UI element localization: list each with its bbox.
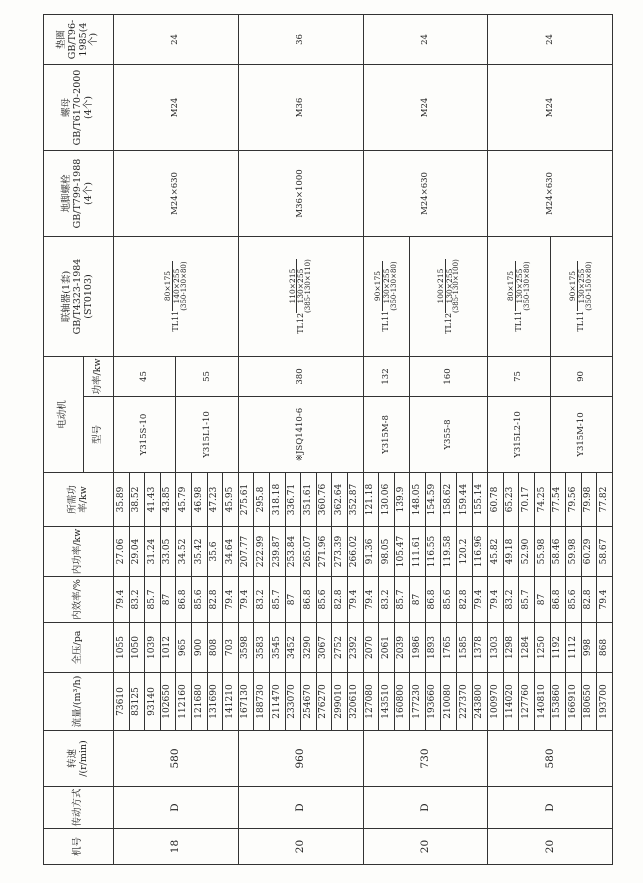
cell-flow: 140810 [535, 673, 551, 731]
cell-efficiency: 79.4 [488, 577, 504, 623]
cell-efficiency: 85.6 [441, 577, 457, 623]
cell-efficiency: 79.4 [114, 577, 130, 623]
cell-required-power: 60.78 [488, 473, 504, 527]
cell-required-power: 139.9 [394, 473, 410, 527]
cell-motor-power: 132 [363, 356, 410, 396]
coupling-top: 100×215 [437, 259, 446, 313]
coupling-code: (350-150×80) [585, 261, 594, 311]
coupling-code: (350-130×80) [179, 261, 188, 311]
cell-internal-power: 58.67 [597, 527, 613, 577]
cell-flow: 114020 [503, 673, 519, 731]
cell-required-power: 77.54 [550, 473, 566, 527]
cell-efficiency: 87 [410, 577, 426, 623]
cell-coupling [238, 236, 363, 356]
cell-flow: 177230 [410, 673, 426, 731]
coupling-bottom: 130×255 [382, 268, 392, 304]
cell-required-power: 43.85 [160, 473, 176, 527]
cell-motor-type: ※JSQ1410-6 [238, 397, 363, 473]
cell-flow: 254670 [301, 673, 317, 731]
cell-pressure: 1250 [535, 623, 551, 673]
coupling-top: 110×215 [289, 259, 298, 313]
header-model: 机号 [44, 829, 114, 865]
cell-efficiency: 79.4 [472, 577, 488, 623]
cell-flow: 188730 [254, 673, 270, 731]
cell-speed: 580 [114, 731, 239, 787]
cell-bolt: M24×630 [488, 150, 613, 236]
coupling-spec [374, 261, 398, 310]
coupling-top: 90×175 [374, 261, 383, 310]
cell-flow: 180650 [581, 673, 597, 731]
cell-internal-power: 55.98 [535, 527, 551, 577]
cell-internal-power: 119.58 [441, 527, 457, 577]
cell-required-power: 74.25 [535, 473, 551, 527]
cell-pressure: 2070 [363, 623, 379, 673]
coupling-prefix: TL12 [443, 312, 453, 334]
cell-required-power: 336.71 [285, 473, 301, 527]
cell-internal-power: 34.64 [223, 527, 239, 577]
cell-pressure: 1112 [566, 623, 582, 673]
rotated-table-wrapper [43, 15, 613, 865]
cell-pressure: 1012 [160, 623, 176, 673]
cell-coupling [410, 236, 488, 356]
cell-flow: 167130 [238, 673, 254, 731]
cell-pressure: 2752 [332, 623, 348, 673]
cell-pressure: 2061 [379, 623, 395, 673]
header-bolt: 地脚螺栓 GB/T799-1988 (4个) [44, 150, 114, 236]
cell-internal-power: 271.96 [316, 527, 332, 577]
cell-efficiency: 85.7 [394, 577, 410, 623]
cell-flow: 143510 [379, 673, 395, 731]
coupling-code: (350-130×80) [390, 261, 399, 311]
cell-speed: 580 [488, 731, 613, 787]
header-motor-power: 功率/kw [84, 356, 114, 396]
cell-pressure: 965 [176, 623, 192, 673]
coupling-code: (385-130×100) [452, 259, 461, 313]
cell-bolt: M24×630 [114, 150, 239, 236]
coupling-spec [569, 261, 593, 310]
cell-washer: 24 [114, 14, 239, 64]
cell-pressure: 2392 [347, 623, 363, 673]
table-body [114, 14, 613, 864]
cell-pressure: 1986 [410, 623, 426, 673]
cell-internal-power: 45.82 [488, 527, 504, 577]
cell-motor-type: Y315M-8 [363, 397, 410, 473]
cell-internal-power: 266.02 [347, 527, 363, 577]
cell-required-power: 121.18 [363, 473, 379, 527]
cell-internal-power: 31.24 [145, 527, 161, 577]
cell-required-power: 154.59 [425, 473, 441, 527]
cell-internal-power: 49.18 [503, 527, 519, 577]
cell-drive: D [114, 787, 239, 829]
cell-model: 20 [238, 829, 363, 865]
cell-motor-power: 75 [488, 356, 550, 396]
cell-pressure: 703 [223, 623, 239, 673]
cell-required-power: 46.98 [191, 473, 207, 527]
cell-efficiency: 86.8 [550, 577, 566, 623]
cell-internal-power: 29.04 [129, 527, 145, 577]
coupling-code: (350-130×80) [522, 261, 531, 311]
cell-efficiency: 87 [285, 577, 301, 623]
cell-flow: 193700 [597, 673, 613, 731]
cell-flow: 153860 [550, 673, 566, 731]
table-row [363, 14, 379, 864]
cell-speed: 730 [363, 731, 488, 787]
cell-efficiency: 82.8 [207, 577, 223, 623]
cell-flow: 227370 [457, 673, 473, 731]
cell-efficiency: 85.7 [145, 577, 161, 623]
cell-flow: 233070 [285, 673, 301, 731]
cell-required-power: 35.89 [114, 473, 130, 527]
cell-washer: 36 [238, 14, 363, 64]
cell-required-power: 318.18 [269, 473, 285, 527]
cell-coupling [114, 236, 239, 356]
cell-coupling [363, 236, 410, 356]
cell-efficiency: 85.7 [269, 577, 285, 623]
table-row [488, 14, 504, 864]
cell-flow: 100970 [488, 673, 504, 731]
header-nut: 螺母 GB/T6170-2000 (4个) [44, 64, 114, 150]
cell-efficiency: 79.4 [238, 577, 254, 623]
cell-required-power: 295.8 [254, 473, 270, 527]
cell-motor-type: Y315S-10 [114, 397, 176, 473]
cell-required-power: 45.95 [223, 473, 239, 527]
cell-efficiency: 83.2 [503, 577, 519, 623]
cell-washer: 24 [488, 14, 613, 64]
cell-internal-power: 52.90 [519, 527, 535, 577]
cell-internal-power: 222.99 [254, 527, 270, 577]
cell-pressure: 3598 [238, 623, 254, 673]
cell-drive: D [488, 787, 613, 829]
coupling-top: 80×175 [164, 261, 173, 310]
cell-required-power: 45.79 [176, 473, 192, 527]
cell-internal-power: 35.6 [207, 527, 223, 577]
cell-required-power: 352.87 [347, 473, 363, 527]
cell-flow: 141210 [223, 673, 239, 731]
cell-motor-type: Y315M-10 [550, 397, 612, 473]
cell-speed: 960 [238, 731, 363, 787]
cell-flow: 166910 [566, 673, 582, 731]
cell-pressure: 1039 [145, 623, 161, 673]
cell-internal-power: 273.39 [332, 527, 348, 577]
cell-model: 20 [488, 829, 613, 865]
cell-required-power: 41.43 [145, 473, 161, 527]
cell-flow: 211470 [269, 673, 285, 731]
cell-pressure: 1303 [488, 623, 504, 673]
cell-efficiency: 86.8 [301, 577, 317, 623]
cell-internal-power: 253.84 [285, 527, 301, 577]
cell-efficiency: 85.6 [566, 577, 582, 623]
cell-pressure: 868 [597, 623, 613, 673]
cell-required-power: 47.23 [207, 473, 223, 527]
cell-internal-power: 120.2 [457, 527, 473, 577]
header-internal-power: 内功率/kw [44, 527, 114, 577]
cell-internal-power: 98.05 [379, 527, 395, 577]
cell-efficiency: 82.8 [581, 577, 597, 623]
coupling-spec [507, 261, 531, 310]
cell-bolt: M36×1000 [238, 150, 363, 236]
cell-internal-power: 116.55 [425, 527, 441, 577]
cell-pressure: 1055 [114, 623, 130, 673]
cell-required-power: 148.05 [410, 473, 426, 527]
cell-required-power: 362.64 [332, 473, 348, 527]
coupling-prefix: TL11 [381, 310, 391, 332]
cell-efficiency: 83.2 [254, 577, 270, 623]
cell-required-power: 158.62 [441, 473, 457, 527]
cell-flow: 243800 [472, 673, 488, 731]
cell-internal-power: 111.61 [410, 527, 426, 577]
cell-nut: M24 [363, 64, 488, 150]
cell-efficiency: 85.7 [519, 577, 535, 623]
cell-pressure: 900 [191, 623, 207, 673]
header-flow: 流量/(m³/h) [44, 673, 114, 731]
coupling-code: (385-130×110) [304, 259, 313, 313]
cell-pressure: 2039 [394, 623, 410, 673]
header-washer: 垫圈 GB/T96- 1985(4个) [44, 14, 114, 64]
cell-pressure: 1765 [441, 623, 457, 673]
cell-model: 18 [114, 829, 239, 865]
fan-performance-table [43, 14, 613, 865]
cell-internal-power: 105.47 [394, 527, 410, 577]
cell-pressure: 998 [581, 623, 597, 673]
cell-motor-type: Y315L1-10 [176, 397, 238, 473]
header-row-1 [44, 14, 84, 864]
cell-washer: 24 [363, 14, 488, 64]
cell-internal-power: 239.87 [269, 527, 285, 577]
cell-nut: M24 [488, 64, 613, 150]
coupling-bottom: 140×255 [171, 268, 181, 304]
cell-flow: 299010 [332, 673, 348, 731]
header-drive: 传动方式 [44, 787, 114, 829]
cell-pressure: 1378 [472, 623, 488, 673]
cell-nut: M36 [238, 64, 363, 150]
cell-flow: 121680 [191, 673, 207, 731]
cell-efficiency: 85.6 [191, 577, 207, 623]
cell-internal-power: 33.05 [160, 527, 176, 577]
cell-pressure: 1050 [129, 623, 145, 673]
table-row [238, 14, 254, 864]
cell-required-power: 155.14 [472, 473, 488, 527]
cell-internal-power: 35.42 [191, 527, 207, 577]
cell-pressure: 3067 [316, 623, 332, 673]
cell-efficiency: 85.6 [316, 577, 332, 623]
cell-motor-power: 55 [176, 356, 238, 396]
cell-required-power: 79.56 [566, 473, 582, 527]
coupling-spec [164, 261, 188, 310]
cell-pressure: 3583 [254, 623, 270, 673]
cell-flow: 127760 [519, 673, 535, 731]
coupling-prefix: TL11 [576, 310, 586, 332]
cell-efficiency: 87 [535, 577, 551, 623]
cell-motor-power: 45 [114, 356, 176, 396]
cell-internal-power: 265.07 [301, 527, 317, 577]
cell-pressure: 1284 [519, 623, 535, 673]
cell-flow: 276270 [316, 673, 332, 731]
cell-required-power: 77.82 [597, 473, 613, 527]
cell-required-power: 275.61 [238, 473, 254, 527]
cell-efficiency: 86.8 [425, 577, 441, 623]
cell-flow: 320610 [347, 673, 363, 731]
coupling-top: 80×175 [507, 261, 516, 310]
cell-drive: D [363, 787, 488, 829]
cell-pressure: 1192 [550, 623, 566, 673]
header-required-power: 所需功率/kw [44, 473, 114, 527]
table-row [114, 14, 130, 864]
cell-bolt: M24×630 [363, 150, 488, 236]
cell-flow: 112160 [176, 673, 192, 731]
cell-motor-type: Y355-8 [410, 397, 488, 473]
cell-efficiency: 79.4 [347, 577, 363, 623]
cell-coupling [488, 236, 550, 356]
coupling-bottom: 130×255 [514, 268, 524, 304]
cell-motor-power: 380 [238, 356, 363, 396]
cell-internal-power: 34.52 [176, 527, 192, 577]
cell-efficiency: 83.2 [129, 577, 145, 623]
cell-flow: 160800 [394, 673, 410, 731]
header-motor: 电动机 [44, 356, 84, 472]
cell-internal-power: 59.98 [566, 527, 582, 577]
cell-required-power: 130.06 [379, 473, 395, 527]
cell-motor-type: Y315L2-10 [488, 397, 550, 473]
cell-pressure: 3452 [285, 623, 301, 673]
cell-motor-power: 160 [410, 356, 488, 396]
coupling-spec [289, 259, 313, 313]
cell-required-power: 360.76 [316, 473, 332, 527]
cell-drive: D [238, 787, 363, 829]
cell-internal-power: 91.36 [363, 527, 379, 577]
cell-efficiency: 86.8 [176, 577, 192, 623]
cell-efficiency: 79.4 [597, 577, 613, 623]
coupling-prefix: TL12 [295, 312, 305, 334]
cell-flow: 193660 [425, 673, 441, 731]
cell-internal-power: 27.06 [114, 527, 130, 577]
cell-pressure: 1585 [457, 623, 473, 673]
cell-required-power: 79.98 [581, 473, 597, 527]
cell-required-power: 351.61 [301, 473, 317, 527]
cell-coupling [550, 236, 612, 356]
cell-efficiency: 79.4 [223, 577, 239, 623]
cell-efficiency: 83.2 [379, 577, 395, 623]
header-speed: 转速 /(r/min) [44, 731, 114, 787]
cell-internal-power: 58.46 [550, 527, 566, 577]
cell-nut: M24 [114, 64, 239, 150]
cell-flow: 102650 [160, 673, 176, 731]
cell-required-power: 38.52 [129, 473, 145, 527]
cell-flow: 93140 [145, 673, 161, 731]
cell-internal-power: 207.77 [238, 527, 254, 577]
cell-motor-power: 90 [550, 356, 612, 396]
header-efficiency: 内效率/% [44, 577, 114, 623]
coupling-bottom: 130×255 [444, 268, 454, 304]
cell-model: 20 [363, 829, 488, 865]
header-motor-type: 型号 [84, 397, 114, 473]
cell-pressure: 3290 [301, 623, 317, 673]
cell-internal-power: 116.96 [472, 527, 488, 577]
cell-efficiency: 82.8 [457, 577, 473, 623]
cell-efficiency: 79.4 [363, 577, 379, 623]
cell-efficiency: 82.8 [332, 577, 348, 623]
cell-flow: 73610 [114, 673, 130, 731]
cell-flow: 127080 [363, 673, 379, 731]
cell-flow: 83125 [129, 673, 145, 731]
cell-pressure: 3545 [269, 623, 285, 673]
cell-required-power: 65.23 [503, 473, 519, 527]
cell-internal-power: 60.29 [581, 527, 597, 577]
cell-flow: 131690 [207, 673, 223, 731]
cell-pressure: 1298 [503, 623, 519, 673]
cell-pressure: 1893 [425, 623, 441, 673]
coupling-bottom: 130×255 [296, 268, 306, 304]
cell-flow: 210080 [441, 673, 457, 731]
header-coupling: 联轴器(1套) GB/T4323-1984 (ST0103) [44, 236, 114, 356]
coupling-prefix: TL11 [513, 310, 523, 332]
header-pressure: 全压/pa [44, 623, 114, 673]
cell-required-power: 70.17 [519, 473, 535, 527]
coupling-spec [437, 259, 461, 313]
coupling-top: 90×175 [569, 261, 578, 310]
cell-required-power: 159.44 [457, 473, 473, 527]
coupling-prefix: TL11 [170, 310, 180, 332]
cell-pressure: 808 [207, 623, 223, 673]
cell-efficiency: 87 [160, 577, 176, 623]
coupling-bottom: 130×255 [577, 268, 587, 304]
